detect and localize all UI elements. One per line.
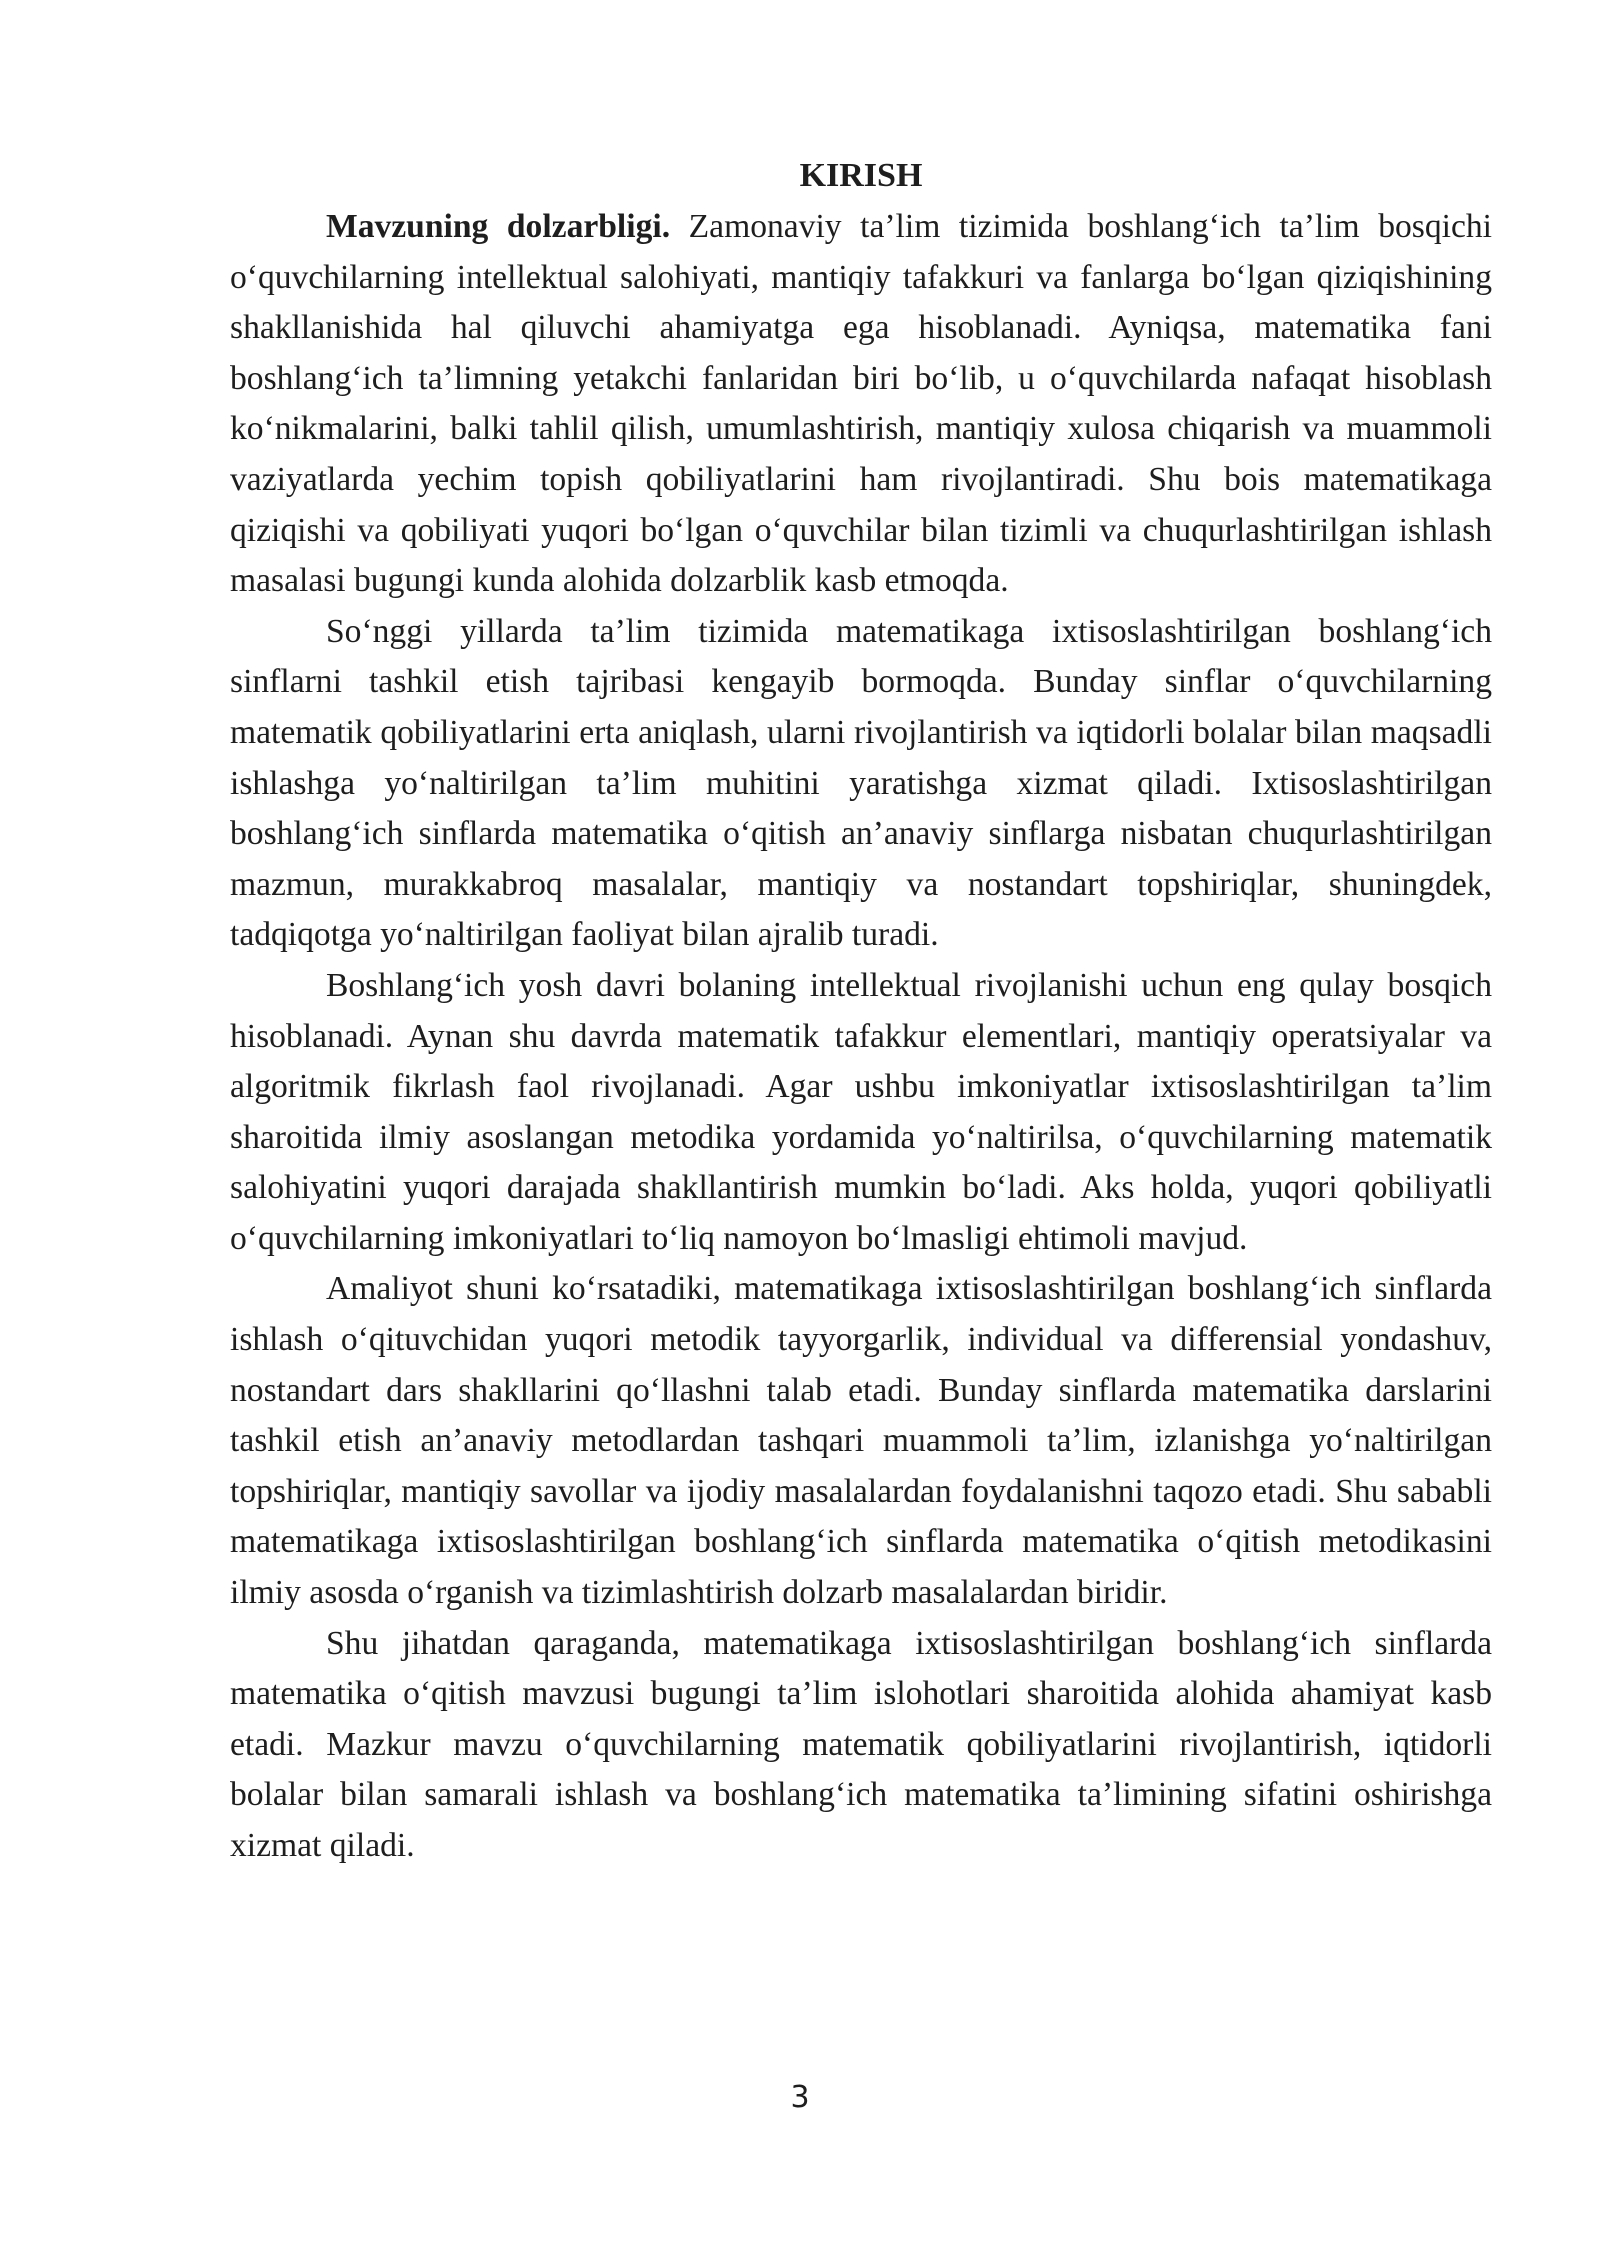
section-title: KIRISH	[799, 157, 923, 194]
paragraph-lead: Mavzuning dolzarbligi.	[326, 208, 671, 245]
paragraph-specialized-classes: So‘nggi yillarda ta’lim tizimida matematikaga ixtisoslashtirilgan boshlang‘ich sinflarni tashkil etish tajribasi kengayib bormoqda. Bunday sinflar o‘quvchilarning matematik qobiliyatlarini erta aniqlash, ularni rivojlantirish va iqtidorli bolalar bilan maqsadli ishlashga yo‘naltirilgan ta’lim muhitini yaratishga xizmat qiladi. Ixtisoslashtirilgan boshlang‘ich sinflarda matematika o‘qitish an’anaviy sinflarga nisbatan chuqurlashtirilgan mazmun, murakkabroq masalalar, mantiqiy va nostandart topshiriqlar, shuningdek, tadqiqotga yo‘naltirilgan faoliyat bilan ajralib turadi.	[230, 612, 1492, 954]
paragraph-text: Zamonaviy ta’lim tizimida boshlang‘ich ta’lim bosqichi o‘quvchilarning intellektual salohiyati, mantiqiy tafakkuri va fanlarga bo‘lgan qiziqishining shakllanishida hal qiluvchi ahamiyatga ega hisoblanadi. Ayniqsa, matematika fani boshlang‘ich ta’limning yetakchi fanlaridan biri bo‘lib, u o‘quvchilarda nafaqat hisoblash ko‘nikmalarini, balki tahlil qilish, umumlashtirish, mantiqiy xulosa chiqarish va muammoli vaziyatlarda yechim topish qobiliyatlarini ham rivojlantiradi. Shu bois matematikaga qiziqishi va qobiliyati yuqori bo‘lgan o‘quvchilar bilan tizimli va chuqurlashtirilgan ishlash masalasi bugungi kunda alohida dolzarblik kasb etmoqda.	[230, 208, 1492, 600]
paragraph-primary-age: Boshlang‘ich yosh davri bolaning intellektual rivojlanishi uchun eng qulay bosqich hisoblanadi. Aynan shu davrda matematik tafakkur elementlari, mantiqiy operatsiyalar va algoritmik fikrlash faol rivojlanadi. Agar ushbu imkoniyatlar ixtisoslashtirilgan ta’lim sharoitida ilmiy asoslangan metodika yordamida yo‘naltirilsa, o‘quvchilarning matematik salohiyatini yuqori darajada shakllantirish mumkin bo‘ladi. Aks holda, yuqori qobiliyatli o‘quvchilarning imkoniyatlari to‘liq namoyon bo‘lmasligi ehtimoli mavjud.	[230, 966, 1492, 1257]
paragraph-relevance	[230, 202, 1492, 607]
document-page	[230, 150, 1492, 1872]
paragraph-practice: Amaliyot shuni ko‘rsatadiki, matematikaga ixtisoslashtirilgan boshlang‘ich sinflarda ishlash o‘qituvchidan yuqori metodik tayyorgarlik, individual va differensial yondashuv, nostandart dars shakllarini qo‘llashni talab etadi. Bunday sinflarda matematika darslarini tashkil etish an’anaviy metodlardan tashqari muammoli ta’lim, izlanishga yo‘naltirilgan topshiriqlar, mantiqiy savollar va ijodiy masalalardan foydalanishni taqozo etadi. Shu sababli matematikaga ixtisoslashtirilgan boshlang‘ich sinflarda matematika o‘qitish metodikasini ilmiy asosda o‘rganish va tizimlashtirish dolzarb masalalardan biridir.	[230, 1270, 1492, 1612]
page-number: 3	[790, 2080, 810, 2115]
paragraph-conclusion: Shu jihatdan qaraganda, matematikaga ixtisoslashtirilgan boshlang‘ich sinflarda matematika o‘qitish mavzusi bugungi ta’lim islohotlari sharoitida alohida ahamiyat kasb etadi. Mazkur mavzu o‘quvchilarning matematik qobiliyatlarini rivojlantirish, iqtidorli bolalar bilan samarali ishlash va boshlang‘ich matematika ta’limining sifatini oshirishga xizmat qiladi.	[230, 1624, 1492, 1864]
